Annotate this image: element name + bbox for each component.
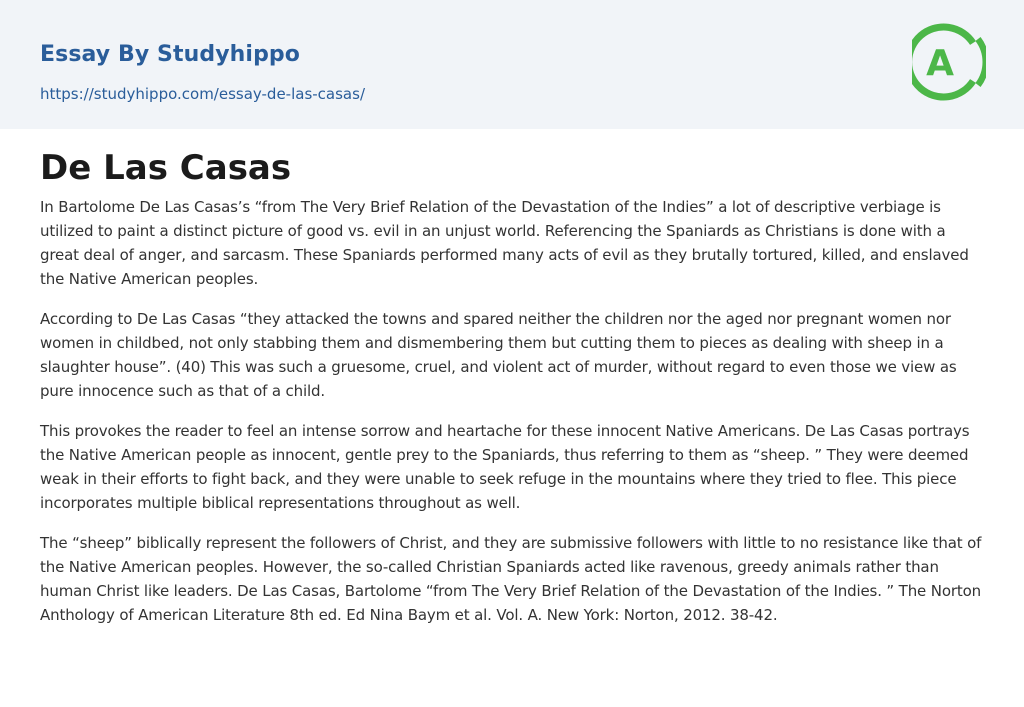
article-paragraph-1: In Bartolome De Las Casas’s “from The Very Brief Relation of the Devastation of the Indies” a lot of descriptive verbiage is utilized to paint a distinct picture of good vs. evil in an unjust world. Referencing the Spaniards as Christians is done with a great deal of anger, and sarcasm. These Spaniards performed many acts of evil as they brutally tortured, killed, and enslaved the Native American peoples. [40,198,969,288]
article-paragraph-2: According to De Las Casas “they attacked the towns and spared neither the children nor the aged nor pregnant women nor women in childbed, not only stabbing them and dismembering them but cutting them to pieces as dealing with sheep in a slaughter house”. (40) This was such a gruesome, cruel, and violent act of murder, without regard to even those we view as pure innocence such as that of a child. [40,310,957,400]
site-header [0,0,1024,129]
article-paragraph-4: The “sheep” biblically represent the followers of Christ, and they are submissive followers with little to no resistance like that of the Native American peoples. However, the so-called Christian Spaniards acted like ravenous, greedy animals rather than human Christ like leaders. De Las Casas, Bartolome “from The Very Brief Relation of the Devastation of the Indies. ” The Norton Anthology of American Literature 8th ed. Ed Nina Baym et al. Vol. A. New York: Norton, 2012. 38-42. [40,534,982,624]
essay-url-link[interactable]: https://studyhippo.com/essay-de-las-casas/ [40,85,365,103]
site-brand[interactable]: Essay By Studyhippo [40,42,300,67]
article-paragraph-3: This provokes the reader to feel an intense sorrow and heartache for these innocent Native Americans. De Las Casas portrays the Native American people as innocent, gentle prey to the Spaniards, thus referring to them as “sheep. ” They were deemed weak in their efforts to fight back, and they were unable to seek refuge in the mountains where they tried to flee. This piece incorporates multiple biblical representations throughout as well. [40,422,970,512]
logo-letter: A [926,43,954,84]
studyhippo-logo-icon[interactable] [912,19,986,105]
article [40,145,988,643]
article-title: De Las Casas [40,148,292,188]
